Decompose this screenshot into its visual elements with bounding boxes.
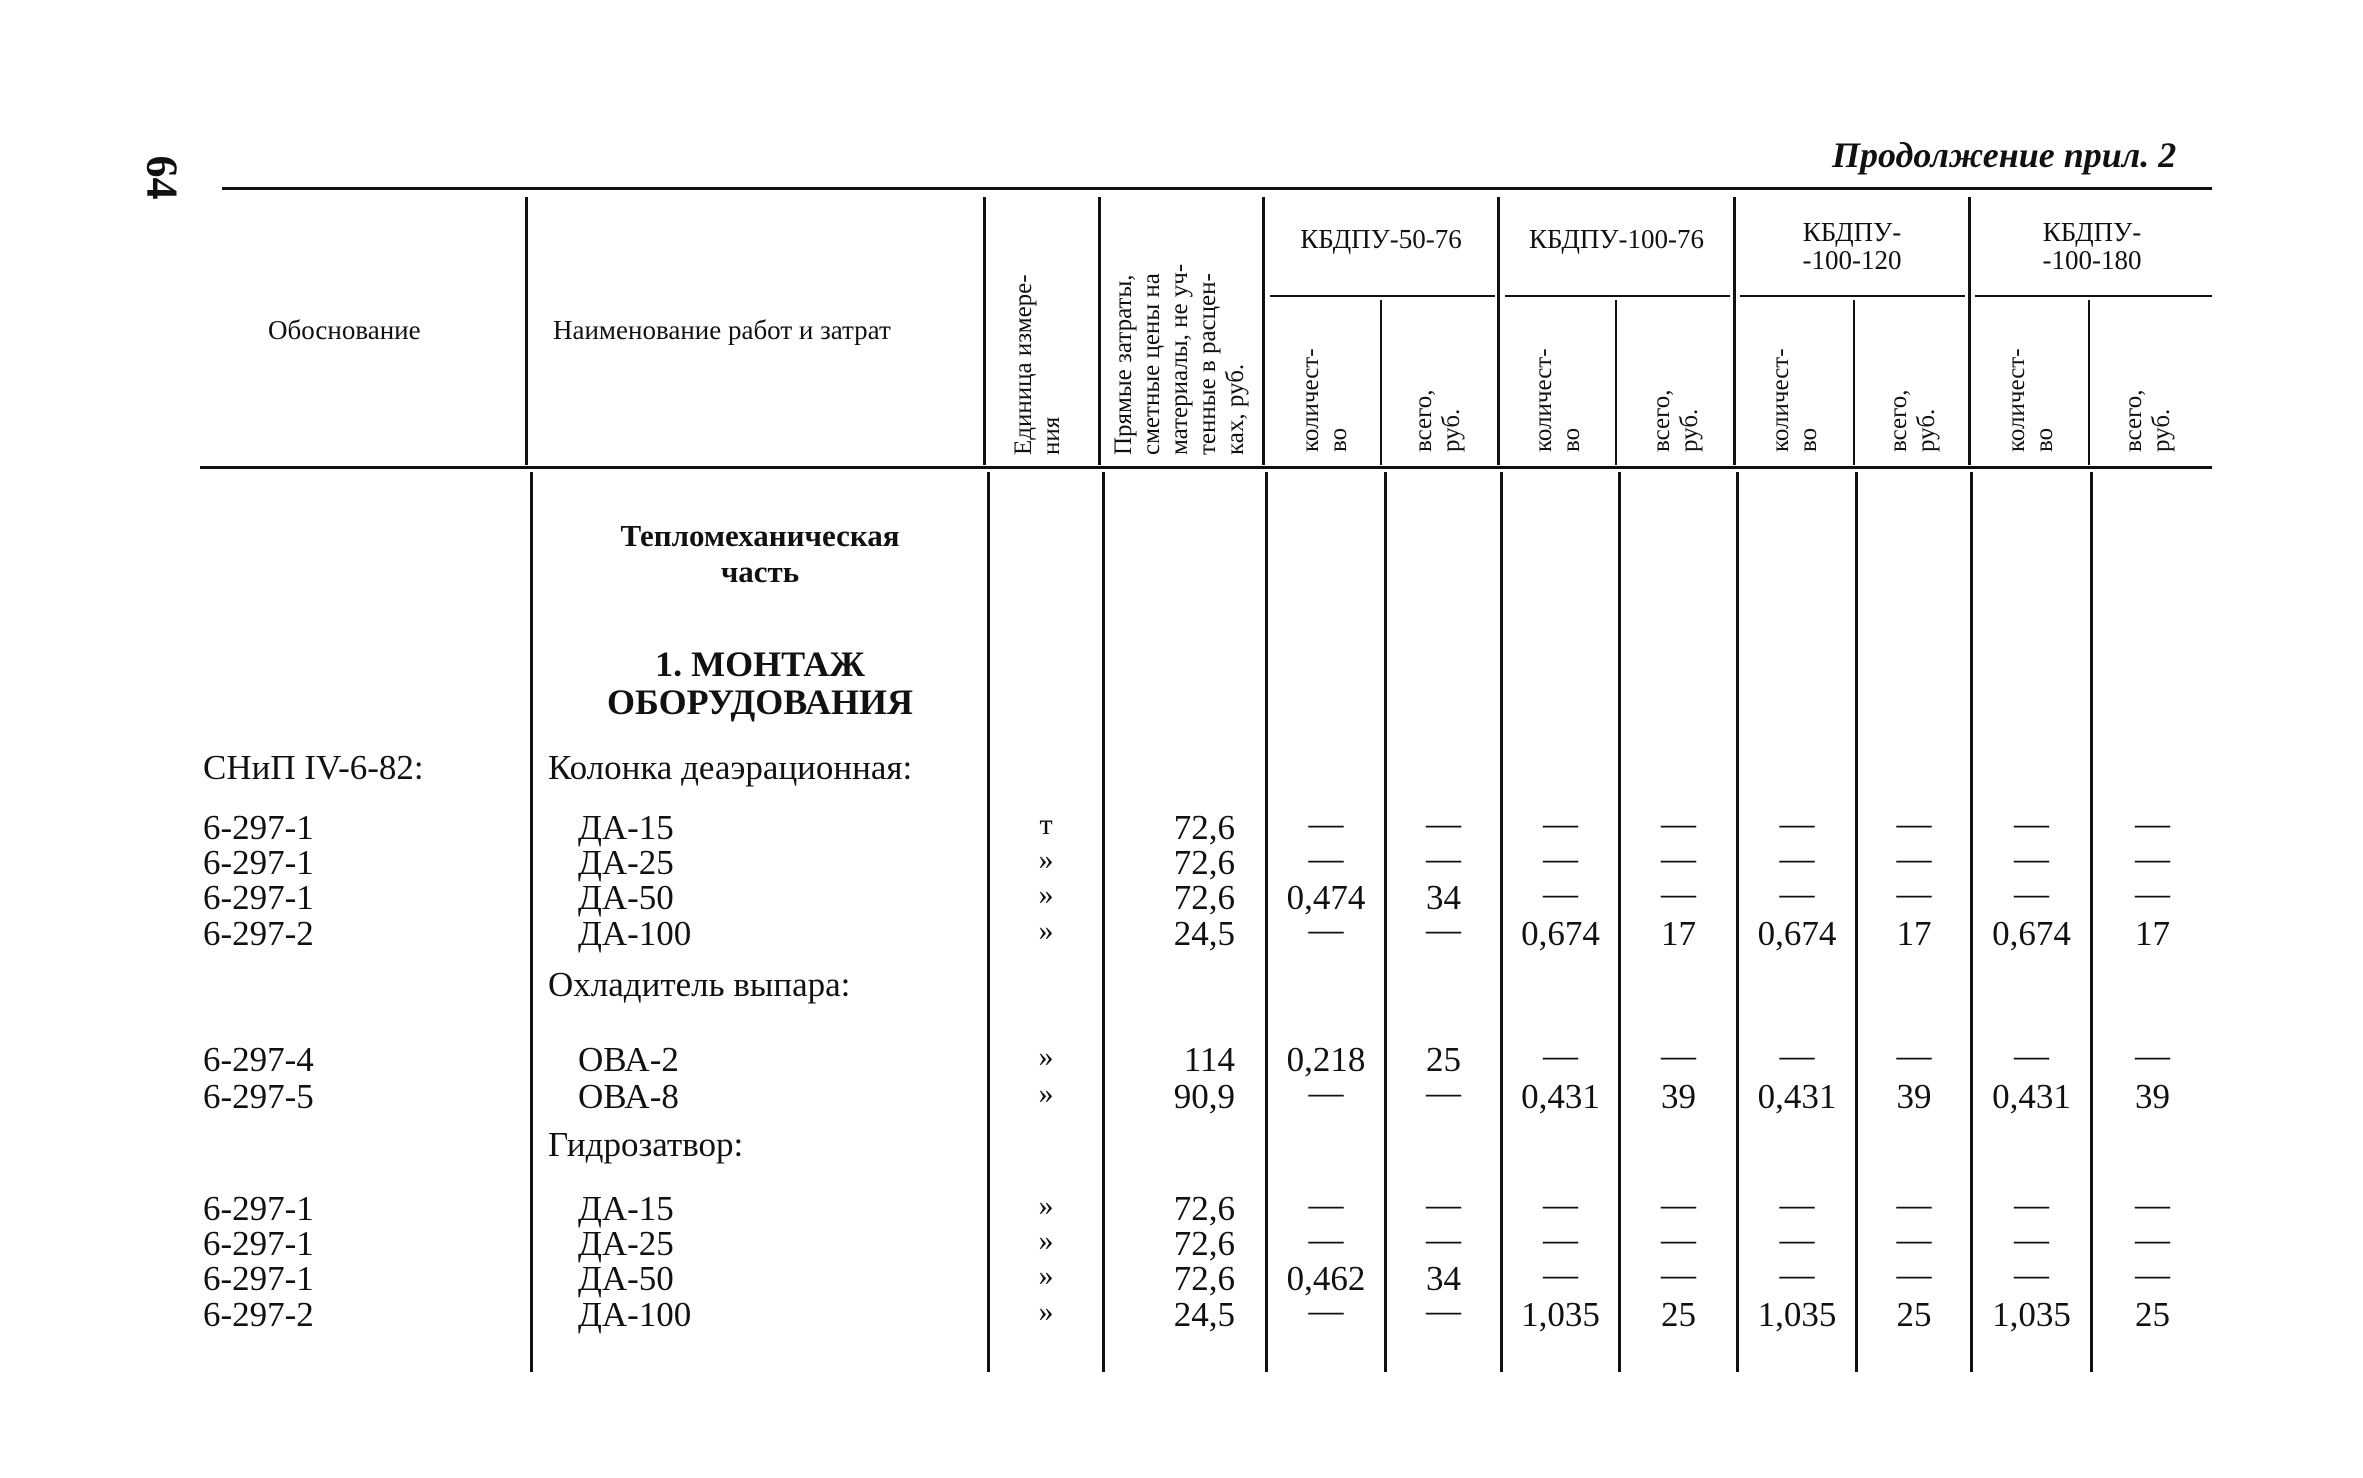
row-basis: 6-297-2 [203,914,314,953]
row-value: 17 [1661,914,1696,953]
row-basis: 6-297-5 [203,1077,314,1116]
total-line: всего, [2120,389,2147,452]
row-value: — [1896,1036,1932,1075]
col-rule-unit [983,197,986,465]
row-unit: » [1038,1189,1054,1222]
row-unit: » [1038,1259,1054,1292]
row-name: ОВА-2 [578,1040,679,1079]
row-value: 25 [1426,1040,1461,1079]
header-costs-line: тенные в расцен- [1194,273,1221,455]
row-name: ДА-25 [578,843,674,882]
row-price: 114 [1183,1040,1235,1079]
row-value: 39 [1661,1077,1696,1116]
row-name: ДА-50 [578,878,674,917]
header-costs-line: Прямые затраты, [1110,274,1137,455]
row-value: — [1308,910,1344,949]
row-value: — [1426,910,1461,949]
row-value: — [1779,1036,1815,1075]
header-basis: Обоснование [268,315,421,345]
col-rule-price [1098,197,1101,465]
row-unit: » [1038,1224,1054,1257]
row-value: — [2014,874,2049,913]
qty-line: во [1558,427,1585,452]
row-value: — [1661,804,1696,843]
row-value: 0,218 [1286,1040,1366,1079]
header-direct-costs [1110,264,1250,455]
row-value: 25 [2135,1295,2170,1334]
total-line: всего, [1885,389,1912,452]
row-value: — [1661,874,1696,913]
header-qty-3 [1767,348,1823,452]
row-value: — [1543,839,1578,878]
row-value: 17 [2135,914,2170,953]
row-name: ДА-15 [578,1189,674,1228]
row-value: — [1426,1291,1461,1330]
total-line: руб. [2148,408,2175,452]
row-value: 34 [1426,878,1461,917]
row-unit: » [1038,1295,1054,1328]
row-value: — [1543,874,1578,913]
row-value: — [1308,1073,1344,1112]
row-value: — [1661,1185,1696,1224]
group-header-line: КБДПУ- [1802,217,1902,247]
row-price: 72,6 [1173,1189,1235,1228]
group-rule-1 [1270,295,1495,297]
group-header-line: КБДПУ- [2042,217,2142,247]
group-rule-3 [1740,295,1965,297]
row-value: 0,431 [1757,1077,1837,1116]
group-header-2 [1500,224,1733,255]
qty-line: во [1325,427,1352,452]
qty-line: во [2031,427,2058,452]
header-bottom-rule [200,466,2212,469]
row-value: 25 [1661,1295,1696,1334]
row-unit: » [1038,914,1054,947]
group-rule-4 [1975,295,2212,297]
col-rule-g1b [1380,300,1382,465]
row-value: — [2135,874,2170,913]
row-value: 0,674 [1757,914,1837,953]
qty-line: количест- [1530,348,1557,452]
row-name: ДА-100 [578,914,692,953]
row-value: — [1661,1255,1696,1294]
row-value: 1,035 [1521,1295,1600,1334]
row-value: — [1543,1255,1578,1294]
row-value: — [1661,1220,1696,1259]
row-price: 24,5 [1173,914,1235,953]
row-value: — [1426,839,1461,878]
snip-reference: СНиП IV-6-82: [203,748,424,787]
row-value: — [2014,804,2049,843]
qty-line: количест- [2003,348,2030,452]
group-header-line: КБДПУ-50-76 [1300,224,1462,254]
row-value: 39 [2135,1077,2170,1116]
header-qty-1 [1297,348,1353,452]
row-value: 1,035 [1992,1295,2071,1334]
header-unit-line: Единица измере- [1010,274,1037,455]
row-value: — [1543,1036,1578,1075]
row-value: — [2135,1036,2170,1075]
row-value: — [1779,839,1815,878]
row-value: — [1661,1036,1696,1075]
row-value: — [1896,1255,1932,1294]
row-value: 0,431 [1992,1077,2071,1116]
row-value: — [2014,1036,2049,1075]
row-unit: » [1038,1077,1054,1110]
row-value: — [1779,1255,1815,1294]
row-value: — [1896,839,1932,878]
row-value: — [1308,839,1344,878]
row-value: — [1779,874,1815,913]
row-value: — [2135,1185,2170,1224]
row-value: — [2135,839,2170,878]
row-name: ДА-25 [578,1224,674,1263]
row-price: 72,6 [1173,1224,1235,1263]
row-price: 72,6 [1173,808,1235,847]
col-rule-g2b [1615,300,1617,465]
group-header-line: -100-180 [2042,245,2142,275]
row-value: — [1896,874,1932,913]
row-value: — [2135,1220,2170,1259]
group-label: Охладитель выпара: [548,965,851,1004]
row-basis: 6-297-1 [203,878,314,917]
row-unit: т [1039,808,1053,841]
page-number: 64 [137,155,187,200]
row-basis: 6-297-1 [203,843,314,882]
group-rule-2 [1505,295,1730,297]
row-value: — [1308,1220,1344,1259]
row-value: — [1543,1185,1578,1224]
group-header-3 [1736,218,1968,274]
row-value: — [1426,1220,1461,1259]
row-value: — [1779,1185,1815,1224]
row-value: — [2135,1255,2170,1294]
row-price: 72,6 [1173,878,1235,917]
col-rule-name [525,197,528,465]
row-price: 72,6 [1173,1259,1235,1298]
row-value: — [1308,1291,1344,1330]
row-price: 72,6 [1173,843,1235,882]
row-value: — [2014,1220,2049,1259]
row-value: 25 [1896,1295,1932,1334]
group-header-4 [1972,218,2212,274]
header-costs-line: ках, руб. [1222,363,1249,455]
section-title-line: Тепломеханическая [620,518,900,553]
total-line: руб. [1676,408,1703,452]
group-label: Гидрозатвор: [548,1125,744,1164]
table-top-rule [222,187,2212,190]
row-basis: 6-297-1 [203,1259,314,1298]
row-name: ДА-100 [578,1295,692,1334]
section-title-line: часть [720,554,800,589]
header-total-4 [2120,389,2176,452]
section-subtitle-line: ОБОРУДОВАНИЯ [607,682,913,722]
row-value: — [2014,1185,2049,1224]
row-value: — [1779,804,1815,843]
section-subtitle [560,645,960,721]
total-line: всего, [1410,389,1437,452]
row-value: — [1896,804,1932,843]
header-unit [1010,274,1066,455]
row-value: 1,035 [1757,1295,1837,1334]
body-rule-name [530,472,533,1372]
row-basis: 6-297-1 [203,1224,314,1263]
row-value: — [1543,1220,1578,1259]
row-value: 0,674 [1992,914,2071,953]
total-line: всего, [1648,389,1675,452]
row-price: 90,9 [1173,1077,1235,1116]
row-value: — [1426,804,1461,843]
row-value: — [1308,1185,1344,1224]
row-basis: 6-297-4 [203,1040,314,1079]
row-basis: 6-297-1 [203,808,314,847]
row-value: — [1661,839,1696,878]
header-costs-line: материалы, не уч- [1166,263,1193,455]
header-total-1 [1410,389,1466,452]
qty-line: количест- [1297,348,1324,452]
row-value: — [1896,1185,1932,1224]
row-value: — [2014,1255,2049,1294]
section-title [560,518,960,590]
row-value: 17 [1896,914,1932,953]
header-name: Наименование работ и затрат [553,315,891,345]
row-value: 0,674 [1521,914,1600,953]
row-value: — [2135,804,2170,843]
row-name: ДА-50 [578,1259,674,1298]
continuation-heading: Продолжение прил. 2 [1832,135,2177,175]
row-name: ДА-15 [578,808,674,847]
group-label: Колонка деаэрационная: [548,748,913,787]
group-header-1 [1265,224,1497,255]
header-qty-4 [2003,348,2059,452]
group-header-line: -100-120 [1802,245,1902,275]
row-value: 0,462 [1286,1259,1366,1298]
header-total-2 [1648,389,1704,452]
total-line: руб. [1913,408,1940,452]
group-header-line: КБДПУ-100-76 [1529,224,1704,254]
row-value: — [1308,804,1344,843]
row-unit: » [1038,1040,1054,1073]
col-rule-g4 [1968,197,1971,465]
row-unit: » [1038,878,1054,911]
row-value: — [1426,1073,1461,1112]
qty-line: количест- [1767,348,1794,452]
row-value: — [2014,839,2049,878]
col-rule-g3b [1853,300,1855,465]
row-value: 39 [1896,1077,1932,1116]
row-value: 34 [1426,1259,1461,1298]
row-basis: 6-297-2 [203,1295,314,1334]
row-value: 0,474 [1286,878,1366,917]
row-price: 24,5 [1173,1295,1235,1334]
row-unit: » [1038,843,1054,876]
col-rule-g4b [2088,300,2090,465]
section-subtitle-line: 1. МОНТАЖ [655,644,865,684]
total-line: руб. [1438,408,1465,452]
row-value: — [1779,1220,1815,1259]
header-qty-2 [1530,348,1586,452]
row-name: ОВА-8 [578,1077,679,1116]
row-value: — [1543,804,1578,843]
row-value: 0,431 [1521,1077,1600,1116]
row-basis: 6-297-1 [203,1189,314,1228]
qty-line: во [1795,427,1822,452]
header-total-3 [1885,389,1941,452]
header-costs-line: сметные цены на [1138,273,1165,455]
row-value: — [1426,1185,1461,1224]
header-unit-line: ния [1038,416,1065,455]
row-value: — [1896,1220,1932,1259]
